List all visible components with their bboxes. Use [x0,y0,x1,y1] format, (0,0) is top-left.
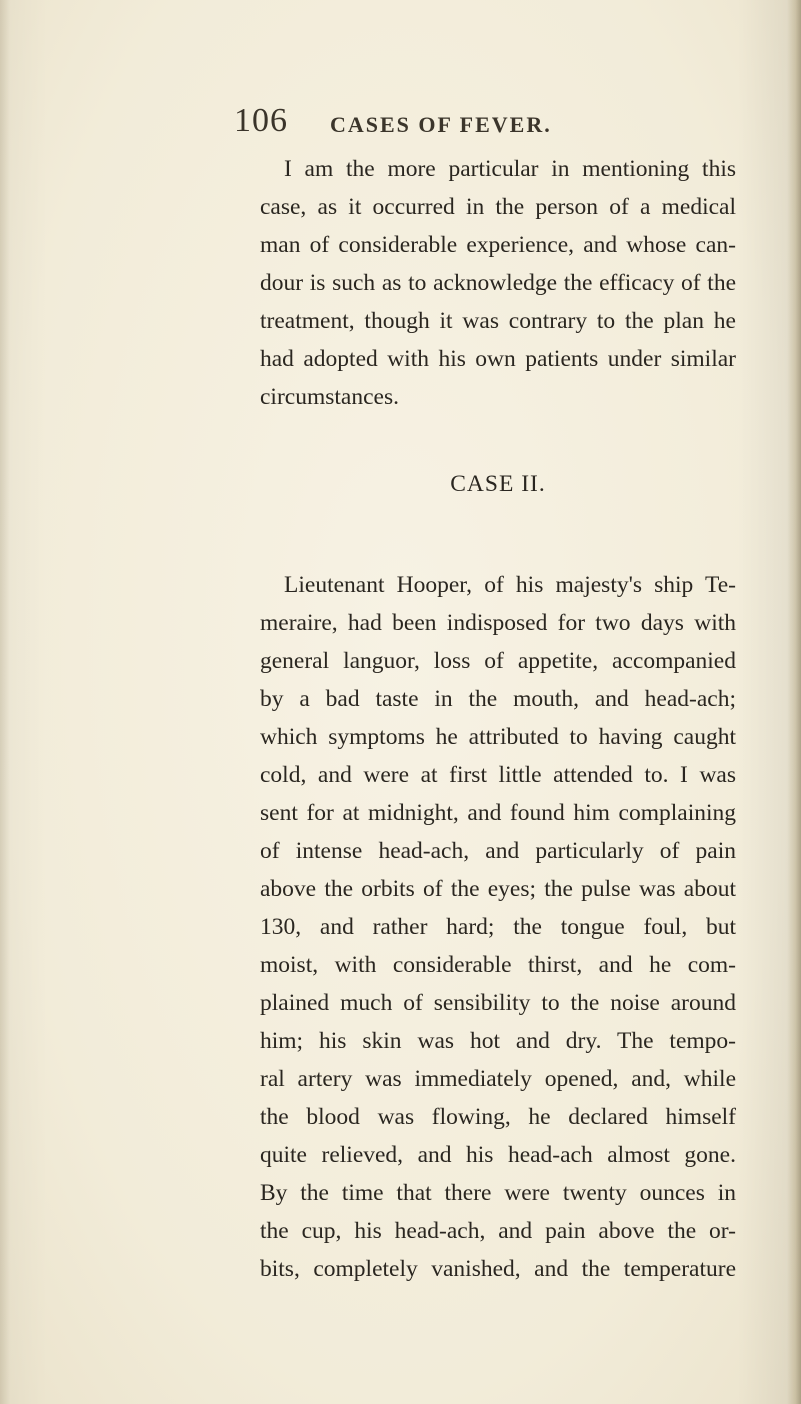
text-line: quite relieved, and his head-ach almost gone. [260,1142,736,1168]
text-line: dour is such as to acknowledge the efficacy of the [260,270,736,296]
page-header [234,102,754,142]
text-line: bits, completely vanished, and the temperature [260,1256,736,1282]
text-line: case, as it occurred in the person of a medical [260,194,736,220]
paragraph-case-ii [260,566,736,1288]
text-line: ral artery was immediately opened, and, while [260,1066,736,1092]
page-left-edge-shadow [0,0,10,1404]
text-line: circumstances. [260,384,399,410]
text-line: meraire, had been indisposed for two days with [260,610,736,636]
text-line: moist, with considerable thirst, and he com- [260,952,736,978]
text-line: of intense head-ach, and particularly of pain [260,838,736,864]
paragraph-intro [260,150,736,416]
text-line: I am the more particular in mentioning this [284,156,736,182]
text-line: the cup, his head-ach, and pain above the or- [260,1218,736,1244]
text-line: Lieutenant Hooper, of his majesty's ship Te- [284,572,736,598]
running-head: CASES OF FEVER. [330,112,552,137]
text-line: had adopted with his own patients under similar [260,346,736,372]
text-line: plained much of sensibility to the noise around [260,990,736,1016]
text-line: cold, and were at first little attended to. I was [260,762,736,788]
text-line: sent for at midnight, and found him complaining [260,800,736,826]
text-line: general languor, loss of appetite, accompanied [260,648,736,674]
text-line: 130, and rather hard; the tongue foul, but [260,914,736,940]
text-line: man of considerable experience, and whose can- [260,232,736,258]
case-heading: CASE II. [450,471,546,497]
page-right-edge-shadow [787,0,801,1404]
text-line: treatment, though it was contrary to the plan he [260,308,736,334]
text-line: above the orbits of the eyes; the pulse was about [260,876,736,902]
text-line: by a bad taste in the mouth, and head-ach; [260,686,736,712]
text-line: the blood was flowing, he declared himself [260,1104,736,1130]
text-line: which symptoms he attributed to having caught [260,724,736,750]
text-line: By the time that there were twenty ounces in [260,1180,736,1206]
page-number: 106 [234,102,288,139]
text-line: him; his skin was hot and dry. The tempo- [260,1028,736,1054]
